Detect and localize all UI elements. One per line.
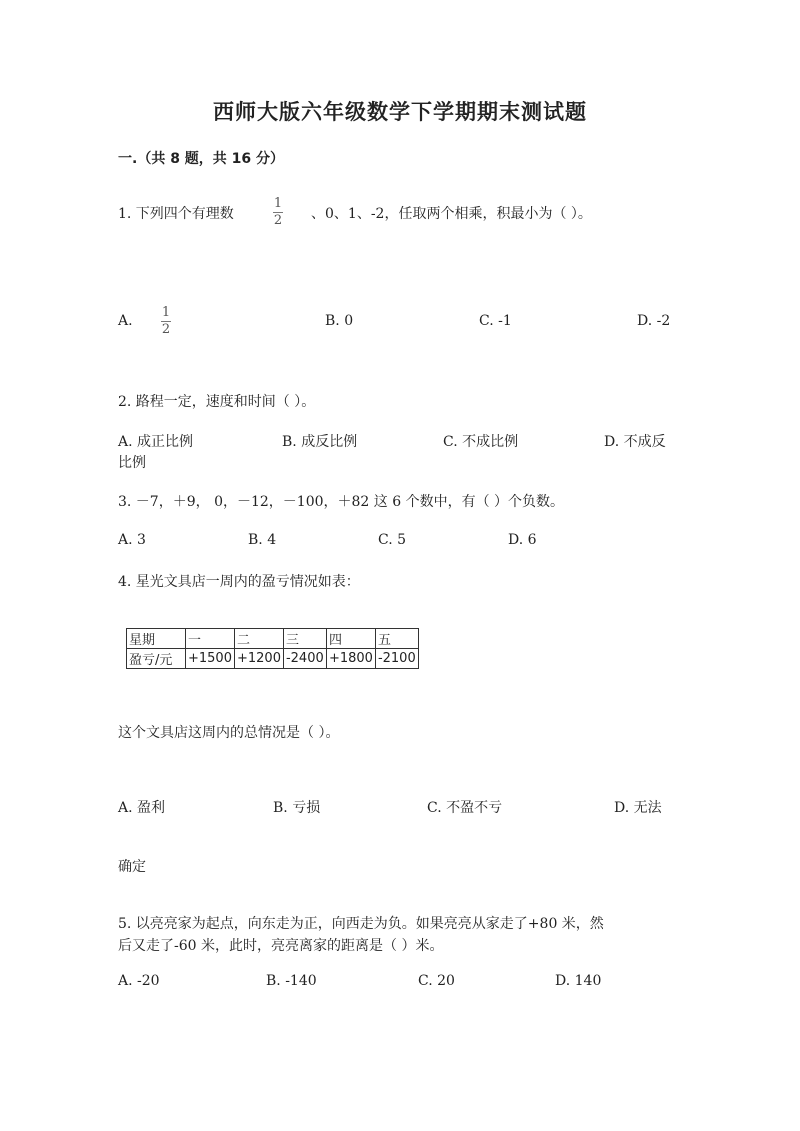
section-heading: 一.（共 8 题，共 16 分） (118, 151, 285, 167)
table-cell: -2100 (375, 649, 418, 669)
q5-option-d: D. 140 (555, 973, 602, 989)
q4-option-b: B. 亏损 (273, 800, 321, 816)
q1-stem-prefix: 1. 下列四个有理数 (118, 206, 234, 222)
q3-option-c: C. 5 (378, 532, 407, 548)
q1-option-c: C. -1 (479, 313, 512, 329)
q3-option-d: D. 6 (508, 532, 537, 548)
table-cell: 星期 (127, 629, 186, 649)
q2-option-d-continued: 比例 (118, 455, 146, 471)
table-cell: -2400 (283, 649, 326, 669)
q2-option-a: A. 成正比例 (118, 434, 194, 450)
fraction-numerator: 1 (161, 305, 171, 320)
table-cell: 四 (326, 629, 375, 649)
q5-option-a: A. -20 (118, 973, 160, 989)
q3-stem: 3. －7，＋9， 0，－12，－100，＋82 这 6 个数中，有（ ）个负数。 (118, 494, 565, 510)
profit-loss-table (126, 628, 419, 669)
q1-option-b: B. 0 (325, 313, 354, 329)
q1-stem-suffix: 、0、1、-2，任取两个相乘，积最小为（ ）。 (311, 206, 592, 222)
q4-option-a: A. 盈利 (118, 800, 166, 816)
q5-option-b: B. -140 (266, 973, 317, 989)
q5-stem-line-1: 5. 以亮亮家为起点，向东走为正，向西走为负。如果亮亮从家走了+80 米，然 (118, 916, 604, 932)
table-cell: 五 (375, 629, 418, 649)
q4-stem: 4. 星光文具店一周内的盈亏情况如表： (118, 574, 360, 590)
q1-option-d: D. -2 (637, 313, 671, 329)
table-cell: +1200 (234, 649, 283, 669)
q1-option-a-fraction (161, 306, 171, 337)
table-cell: 三 (283, 629, 326, 649)
q5-stem-line-2: 后又走了-60 米，此时，亮亮离家的距离是（ ）米。 (118, 938, 444, 954)
q4-question: 这个文具店这周内的总情况是（ ）。 (118, 725, 340, 741)
table-cell: 二 (234, 629, 283, 649)
q4-option-d: D. 无法 (614, 800, 662, 816)
q2-stem: 2. 路程一定，速度和时间（ ）。 (118, 394, 316, 410)
q4-option-d-continued: 确定 (118, 859, 146, 875)
table-cell: +1500 (186, 649, 235, 669)
table-header-row (127, 629, 419, 649)
q2-option-d: D. 不成反 (604, 434, 666, 450)
q1-fraction (273, 197, 283, 228)
fraction-denominator: 2 (273, 213, 283, 228)
table-cell: 一 (186, 629, 235, 649)
table-row (127, 649, 419, 669)
q4-option-c: C. 不盈不亏 (427, 800, 503, 816)
fraction-numerator: 1 (273, 196, 283, 211)
q3-option-a: A. 3 (118, 532, 146, 548)
q5-option-c: C. 20 (418, 973, 455, 989)
q2-option-b: B. 成反比例 (282, 434, 358, 450)
table-cell: 盈亏/元 (127, 649, 186, 669)
q3-option-b: B. 4 (248, 532, 277, 548)
table-cell: +1800 (326, 649, 375, 669)
page-title: 西师大版六年级数学下学期期末测试题 (213, 100, 587, 124)
fraction-denominator: 2 (161, 322, 171, 337)
q2-option-c: C. 不成比例 (443, 434, 519, 450)
q1-option-a: A. (118, 313, 133, 329)
